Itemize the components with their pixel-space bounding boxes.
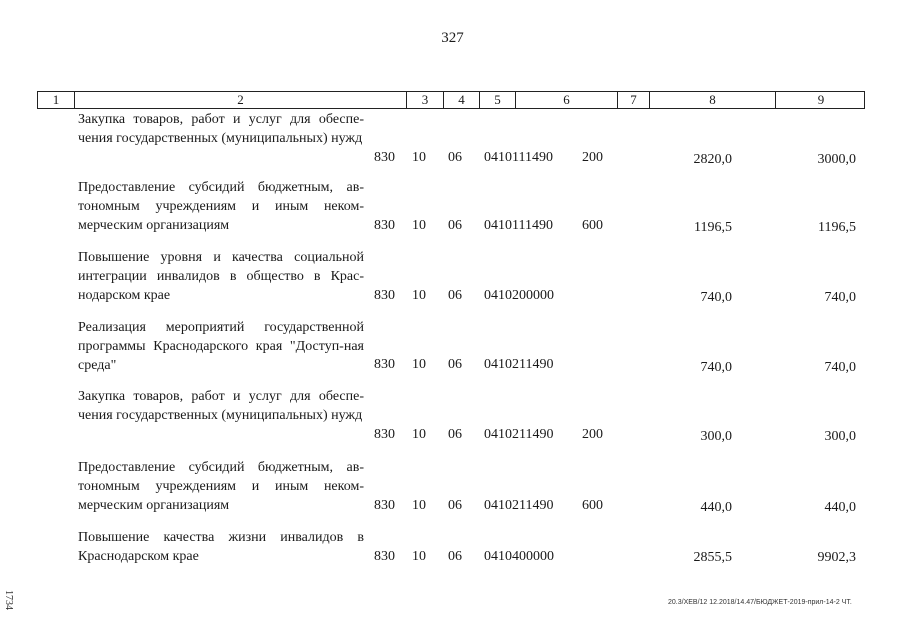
header-col-6: 6 bbox=[516, 92, 618, 108]
header-col-8: 8 bbox=[650, 92, 776, 108]
header-col-3: 3 bbox=[407, 92, 444, 108]
cell-col-3: 830 bbox=[374, 150, 395, 165]
cell-col-8: 740,0 bbox=[700, 290, 732, 305]
cell-col-9: 440,0 bbox=[824, 500, 856, 515]
side-margin-mark: 1734 bbox=[3, 590, 14, 610]
row-description: Повышение качества жизни инвалидов в Краснодарском крае bbox=[78, 530, 364, 564]
cell-col-5: 06 bbox=[448, 218, 462, 233]
page-number: 327 bbox=[441, 30, 464, 46]
header-col-4: 4 bbox=[444, 92, 480, 108]
header-col-9: 9 bbox=[817, 92, 825, 107]
cell-col-8: 740,0 bbox=[700, 360, 732, 375]
cell-col-7: 200 bbox=[582, 427, 603, 442]
cell-col-4: 10 bbox=[412, 549, 426, 564]
cell-col-9: 1196,5 bbox=[818, 220, 856, 235]
cell-col-8: 300,0 bbox=[700, 429, 732, 444]
cell-col-6: 0410111490 bbox=[484, 150, 553, 165]
cell-col-8: 2855,5 bbox=[693, 550, 732, 565]
cell-col-3: 830 bbox=[374, 549, 395, 564]
cell-col-8: 2820,0 bbox=[693, 152, 732, 167]
cell-col-4: 10 bbox=[412, 498, 426, 513]
cell-col-8: 440,0 bbox=[700, 500, 732, 515]
row-description: Повышение уровня и качества социальной интеграции инвалидов в общество в Крас-нодарском крае bbox=[78, 250, 364, 303]
row-description: Предоставление субсидий бюджетным, ав-тономным учреждениям и иным неком-мерческим организациям bbox=[78, 180, 364, 233]
cell-col-4: 10 bbox=[412, 218, 426, 233]
cell-col-4: 10 bbox=[412, 150, 426, 165]
cell-col-9: 740,0 bbox=[824, 290, 856, 305]
cell-col-7: 600 bbox=[582, 498, 603, 513]
cell-col-9: 300,0 bbox=[824, 429, 856, 444]
cell-col-4: 10 bbox=[412, 357, 426, 372]
row-description: Закупка товаров, работ и услуг для обеспе-чения государственных (муниципальных) нужд bbox=[78, 112, 364, 146]
cell-col-3: 830 bbox=[374, 357, 395, 372]
cell-col-6: 0410211490 bbox=[484, 498, 554, 513]
cell-col-5: 06 bbox=[448, 357, 462, 372]
cell-col-5: 06 bbox=[448, 498, 462, 513]
cell-col-3: 830 bbox=[374, 288, 395, 303]
header-col-1: 1 bbox=[38, 92, 75, 108]
cell-col-9: 3000,0 bbox=[817, 152, 856, 167]
cell-col-5: 06 bbox=[448, 150, 462, 165]
cell-col-7: 200 bbox=[582, 150, 603, 165]
cell-col-5: 06 bbox=[448, 549, 462, 564]
header-col-7: 7 bbox=[618, 92, 650, 108]
cell-col-5: 06 bbox=[448, 427, 462, 442]
cell-col-3: 830 bbox=[374, 498, 395, 513]
cell-col-9: 740,0 bbox=[824, 360, 856, 375]
cell-col-6: 0410211490 bbox=[484, 357, 554, 372]
cell-col-6: 0410211490 bbox=[484, 427, 554, 442]
header-col-2: 2 bbox=[75, 92, 407, 108]
cell-col-5: 06 bbox=[448, 288, 462, 303]
table-header-row bbox=[37, 91, 865, 109]
cell-col-3: 830 bbox=[374, 427, 395, 442]
footer-file-note: 20.3/ХЕВ/12 12.2018/14.47/БЮДЖЕТ-2019-прил-14-2 ЧТ. bbox=[668, 599, 852, 606]
cell-col-7: 600 bbox=[582, 218, 603, 233]
row-description: Закупка товаров, работ и услуг для обеспе-чения государственных (муниципальных) нужд bbox=[78, 389, 364, 423]
cell-col-9: 9902,3 bbox=[817, 550, 856, 565]
row-description: Реализация мероприятий государственной программы Краснодарского края "Доступ-ная среда" bbox=[78, 320, 364, 373]
row-description: Предоставление субсидий бюджетным, ав-тономным учреждениям и иным неком-мерческим организациям bbox=[78, 460, 364, 513]
cell-col-4: 10 bbox=[412, 427, 426, 442]
cell-col-6: 0410400000 bbox=[484, 549, 554, 564]
header-col-5: 5 bbox=[480, 92, 516, 108]
cell-col-3: 830 bbox=[374, 218, 395, 233]
cell-col-8: 1196,5 bbox=[694, 220, 732, 235]
cell-col-6: 0410111490 bbox=[484, 218, 553, 233]
cell-col-4: 10 bbox=[412, 288, 426, 303]
cell-col-6: 0410200000 bbox=[484, 288, 554, 303]
